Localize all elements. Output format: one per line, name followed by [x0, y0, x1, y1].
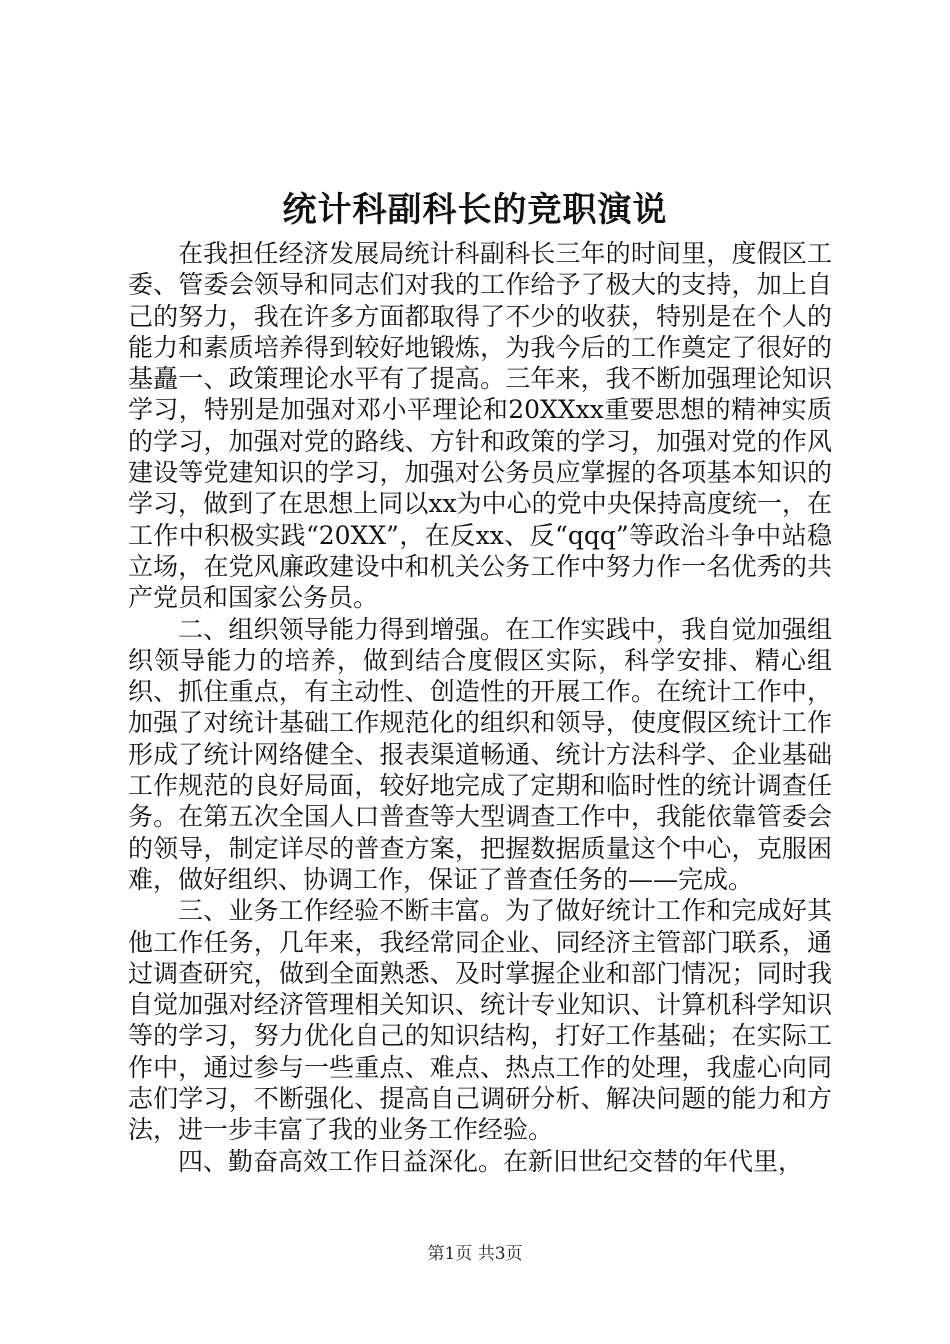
page-number: 第1页 共3页 [427, 1244, 523, 1264]
paragraph: 二、组织领导能力得到增强。在工作实践中，我自觉加强组织领导能力的培养，做到结合度假区实际，科学安排、精心组织、抓住重点，有主动性、创造性的开展工作。在统计工作中，加强了对统计基础工作规范化的组织和领导，使度假区统计工作形成了统计网络健全、报表渠道畅通、统计方法科学、企业基础工作规范的良好局面，较好地完成了定期和临时性的统计调查任务。在第五次全国人口普查等大型调查工作中，我能依靠管委会的领导，制定详尽的普查方案，把握数据质量这个中心，克服困难，做好组织、协调工作，保证了普查任务的——完成。 [128, 614, 832, 894]
document-title: 统计科副科长的竞职演说 [282, 190, 668, 230]
page-footer [0, 1242, 950, 1266]
document-body [128, 238, 832, 1177]
paragraph: 在我担任经济发展局统计科副科长三年的时间里，度假区工委、管委会领导和同志们对我的工作给予了极大的支持，加上自己的努力，我在许多方面都取得了不少的收获，特别是在个人的能力和素质培养得到较好地锻炼，为我今后的工作奠定了很好的基矗一、政策理论水平有了提高。三年来，我不断加强理论知识学习，特别是加强对邓小平理论和20XXxx重要思想的精神实质的学习，加强对党的路线、方针和政策的学习，加强对党的作风建设等党建知识的学习，加强对公务员应掌握的各项基本知识的学习，做到了在思想上同以xx为中心的党中央保持高度统一，在工作中积极实践“20XX”，在反xx、反“qqq”等政治斗争中站稳立场，在党风廉政建设中和机关公务工作中努力作一名优秀的共产党员和国家公务员。 [128, 239, 832, 613]
paragraph: 三、业务工作经验不断丰富。为了做好统计工作和完成好其他工作任务，几年来，我经常同企业、同经济主管部门联系，通过调查研究，做到全面熟悉、及时掌握企业和部门情况；同时我自觉加强对经济管理相关知识、统计专业知识、计算机科学知识等的学习，努力优化自己的知识结构，打好工作基础；在实际工作中，通过参与一些重点、难点、热点工作的处理，我虚心向同志们学习，不断强化、提高自己调研分析、解决问题的能力和方法，进一步丰富了我的业务工作经验。 [128, 896, 832, 1145]
paragraph: 四、勤奋高效工作日益深化。在新旧世纪交替的年代里， [178, 1146, 804, 1176]
